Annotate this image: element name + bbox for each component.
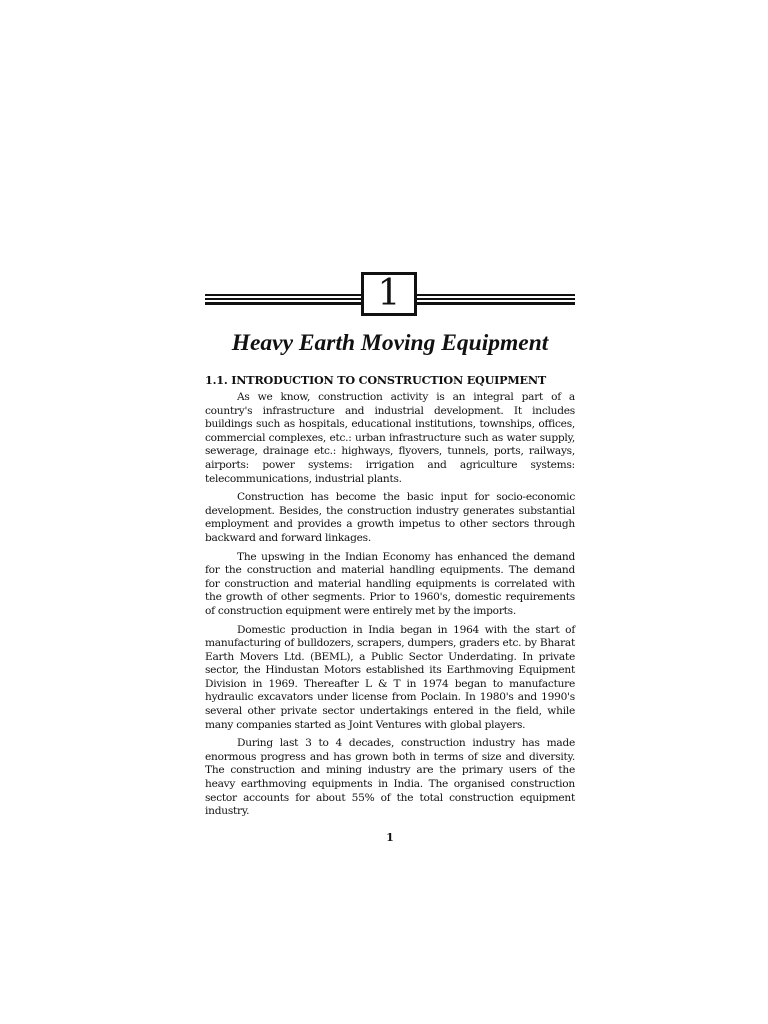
body-text bbox=[205, 391, 575, 824]
paragraph-1: As we know, construction activity is an integral part of a country's infrastructure and industrial development. It includes buildings such as hospitals, educational institutions, townships, offices, commercial complexes, etc.: urban infrastructure such as water supply, sewerage, drainage etc.: highways, flyovers, tunnels, ports, railways, airports: power systems: irrigation and agriculture systems: telecommunications, industrial plants. bbox=[205, 391, 575, 485]
paragraph-4: Domestic production in India began in 1964 with the start of manufacturing of bulldozers, scrapers, dumpers, graders etc. by Bharat Earth Movers Ltd. (BEML), a Public Sector Underdating. In private sector, the Hindustan Motors established its Earthmoving Equipment Division in 1969. Thereafter L & T in 1974 began to manufacture hydraulic excavators under license from Poclain. In 1980's and 1990's several other private sector undertakings entered in the field, while many companies started as Joint Ventures with global players. bbox=[205, 623, 575, 731]
paragraph-5: During last 3 to 4 decades, construction industry has made enormous progress and has grown both in terms of size and diversity. The construction and mining industry are the primary users of the heavy earthmoving equipments in India. The organised construction sector accounts for about 55% of the total construction equipment industry. bbox=[205, 737, 575, 818]
page-number: 1 bbox=[386, 831, 394, 844]
chapter-title: Heavy Earth Moving Equipment bbox=[231, 330, 549, 356]
chapter-number: 1 bbox=[377, 273, 401, 314]
chapter-number-box bbox=[361, 272, 417, 316]
section-heading: 1.1. INTRODUCTION TO CONSTRUCTION EQUIPMENT bbox=[205, 373, 547, 387]
paragraph-2: Construction has become the basic input for socio-economic development. Besides, the construction industry generates substantial employment and provides a growth impetus to other sectors through backward and forward linkages. bbox=[205, 491, 575, 544]
paragraph-3: The upswing in the Indian Economy has enhanced the demand for the construction and material handling equipments. The demand for construction and material handling equipments is correlated with the growth of other segments. Prior to 1960's, domestic requirements of construction equipment were entirely met by the imports. bbox=[205, 550, 575, 617]
